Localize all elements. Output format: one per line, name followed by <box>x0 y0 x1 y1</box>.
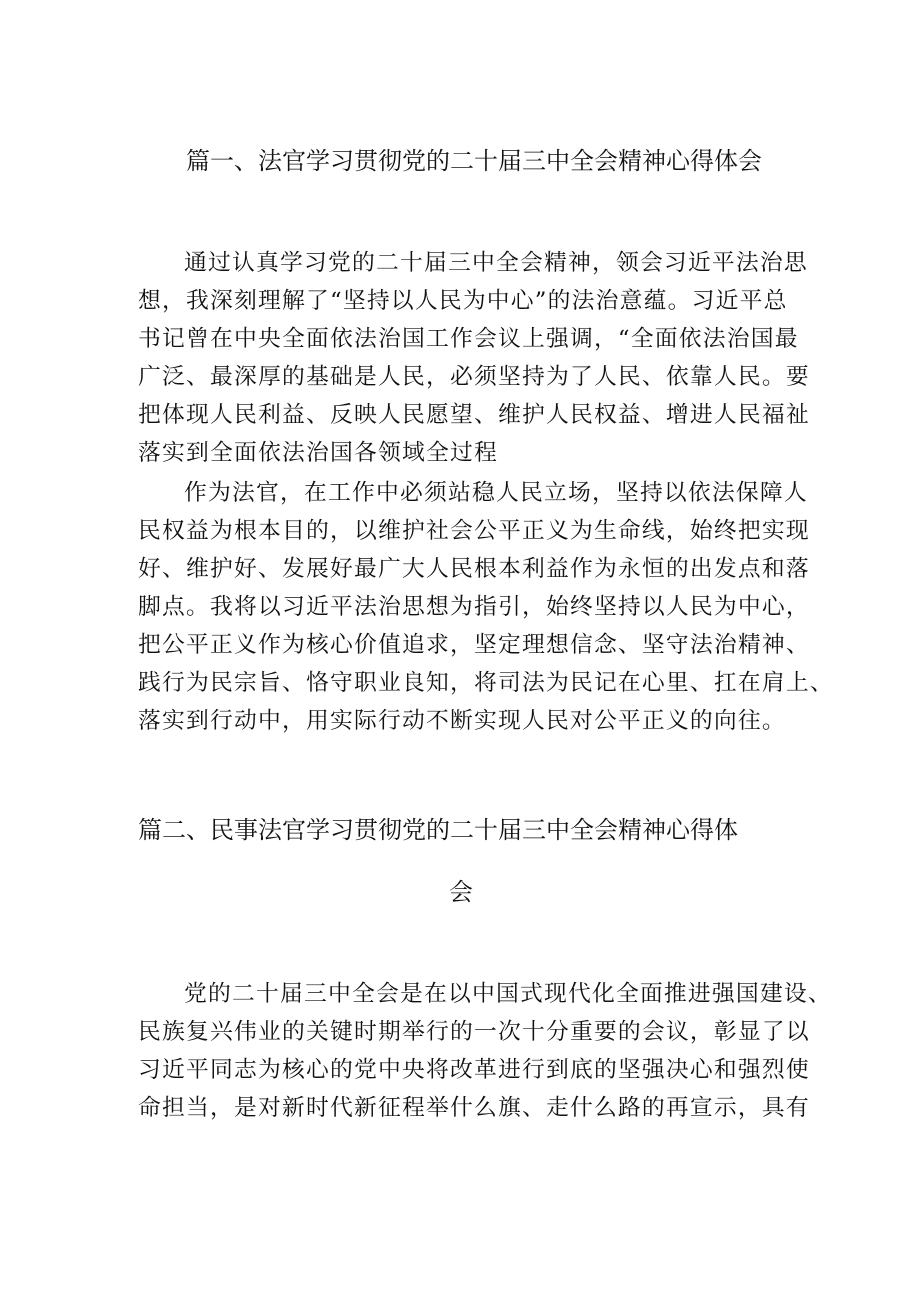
text-line: 把公平正义作为核心价值追求，坚定理想信念、坚守法治精神、 <box>138 632 810 658</box>
text-line: 命担当，是对新时代新征程举什么旗、走什么路的再宣示，具有 <box>138 1095 810 1121</box>
section-title-continuation: 会 <box>449 878 473 906</box>
text-line: 好、维护好、发展好最广大人民根本利益作为永恒的出发点和落 <box>138 556 810 582</box>
text-line: 广泛、最深厚的基础是人民，必须坚持为了人民、依靠人民。要 <box>138 364 810 390</box>
text-line: 民权益为根本目的，以维护社会公平正义为生命线，始终把实现 <box>138 518 810 544</box>
section-title: 篇二、民事法官学习贯彻党的二十届三中全会精神心得体 <box>138 816 738 844</box>
text-line: 落实到全面依法治国各领域全过程 <box>138 440 498 466</box>
text-line: 党的二十届三中全会是在以中国式现代化全面推进强国建设、 <box>184 981 832 1007</box>
text-line: 作为法官，在工作中必须站稳人民立场，坚持以依法保障人 <box>184 480 808 506</box>
text-line: 践行为民宗旨、恪守职业良知，将司法为民记在心里、扛在肩上、 <box>138 670 834 696</box>
text-line: 脚点。我将以习近平法治思想为指引，始终坚持以人民为中心， <box>138 594 810 620</box>
text-line: 落实到行动中，用实际行动不断实现人民对公平正义的向往。 <box>138 708 786 734</box>
text-line: 民族复兴伟业的关键时期举行的一次十分重要的会议，彰显了以 <box>138 1019 810 1045</box>
text-line: 想，我深刻理解了“坚持以人民为中心”的法治意蕴。习近平总 <box>138 288 788 314</box>
text-line: 通过认真学习党的二十届三中全会精神，领会习近平法治思 <box>184 250 808 276</box>
text-line: 书记曾在中央全面依法治国工作会议上强调，“全面依法治国最 <box>138 326 799 352</box>
section-title: 篇一、法官学习贯彻党的二十届三中全会精神心得体会 <box>186 147 762 175</box>
text-line: 把体现人民利益、反映人民愿望、维护人民权益、增进人民福祉 <box>138 402 810 428</box>
text-line: 习近平同志为核心的党中央将改革进行到底的坚强决心和强烈使 <box>138 1057 810 1083</box>
